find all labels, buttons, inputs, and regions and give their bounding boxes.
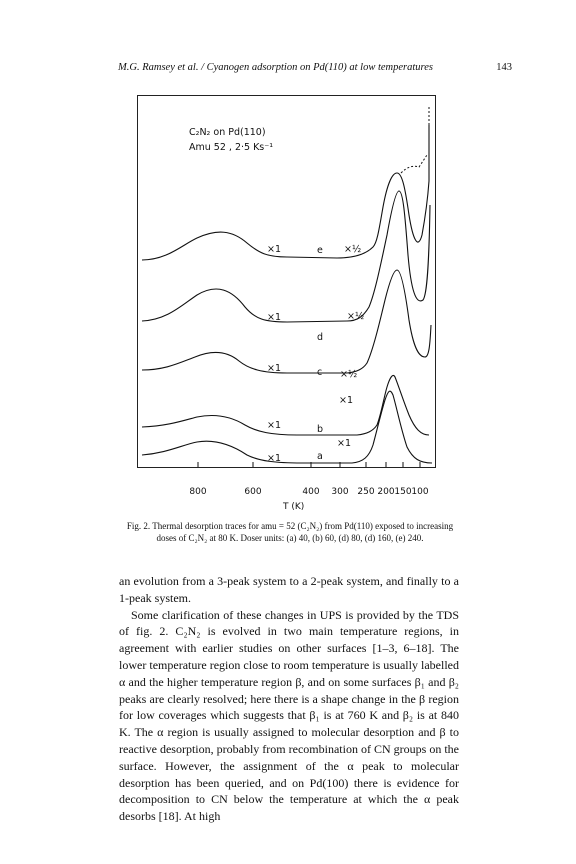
plot-title-line1: C₂N₂ on Pd(110) bbox=[189, 127, 266, 138]
multiplier-c-left: ×1 bbox=[267, 363, 282, 374]
trace-e-dashed-extension bbox=[401, 107, 429, 173]
multiplier-b-left: ×1 bbox=[267, 420, 282, 431]
running-title: M.G. Ramsey et al. / Cyanogen adsorption on Pd(110) at low temperatures bbox=[118, 62, 433, 73]
multiplier-d-right: ×½ bbox=[347, 311, 365, 322]
multiplier-e-right: ×½ bbox=[344, 244, 362, 255]
x-tick-100: 100 bbox=[411, 487, 429, 497]
x-tick-800: 800 bbox=[189, 487, 207, 497]
multiplier-a-left: ×1 bbox=[267, 453, 282, 464]
multiplier-b-right: ×1 bbox=[339, 395, 354, 406]
trace-label-b: b bbox=[317, 424, 324, 435]
x-tick-400: 400 bbox=[302, 487, 320, 497]
x-tick-250: 250 bbox=[357, 487, 375, 497]
multiplier-a-right: ×1 bbox=[337, 438, 352, 449]
x-tick-600: 600 bbox=[244, 487, 262, 497]
page-number: 143 bbox=[496, 62, 512, 73]
paragraph-2: Some clarification of these changes in UPS is provided by the TDS of fig. 2. C₂N₂ is evolved in two main temperature regions, in agreement with earlier studies on other surfaces [1–3, 6–18]. The lower temperature region close to room temperature is usually labelled α and the higher temperature region β, and on some surfaces β₁ and β₂ peaks are clearly resolved; here there is a shape change in the β region for low coverages which suggests that β₁ is at 760 K and β₂ is at 840 K. The α region is usually assigned to molecular desorption and β to reactive desorption, probably from recombination of CN groups on the surface. However, the assignment of the α peak to molecular desorption has been queried, and on Pd(100) there is evidence for decomposition to CN below the temperature at which the α peak desorbs [18]. At high bbox=[119, 607, 459, 824]
caption-label: Fig. 2. bbox=[126, 521, 151, 531]
multiplier-c-right: ×½ bbox=[340, 369, 358, 380]
x-tick-300: 300 bbox=[331, 487, 349, 497]
figure-caption bbox=[120, 520, 460, 544]
plot-title-line2: Amu 52 , 2·5 Ks⁻¹ bbox=[189, 142, 274, 153]
multiplier-e-left: ×1 bbox=[267, 244, 282, 255]
paragraph-1: an evolution from a 3-peak system to a 2-peak system, and finally to a 1-peak system. bbox=[119, 574, 459, 605]
x-axis-title: T (K) bbox=[283, 502, 305, 512]
trace-label-c: c bbox=[317, 367, 323, 378]
tds-figure bbox=[137, 95, 437, 470]
x-tick-200: 200 bbox=[377, 487, 395, 497]
trace-a bbox=[142, 391, 432, 463]
trace-label-e: e bbox=[317, 245, 323, 256]
tds-plot bbox=[137, 95, 437, 470]
x-tick-150: 150 bbox=[394, 487, 412, 497]
body-text bbox=[119, 573, 459, 825]
trace-b bbox=[142, 375, 429, 435]
caption-text: Thermal desorption traces for amu = 52 (C₂N₂) from Pd(110) exposed to increasing doses of C₂N₂ at 80 K. Doser units: (a) 40, (b) 60, (d) 80, (d) 160, (e) 240. bbox=[152, 521, 454, 543]
trace-label-d: d bbox=[317, 332, 324, 343]
multiplier-d-left: ×1 bbox=[267, 312, 282, 323]
running-header bbox=[118, 62, 512, 73]
trace-label-a: a bbox=[317, 451, 323, 462]
